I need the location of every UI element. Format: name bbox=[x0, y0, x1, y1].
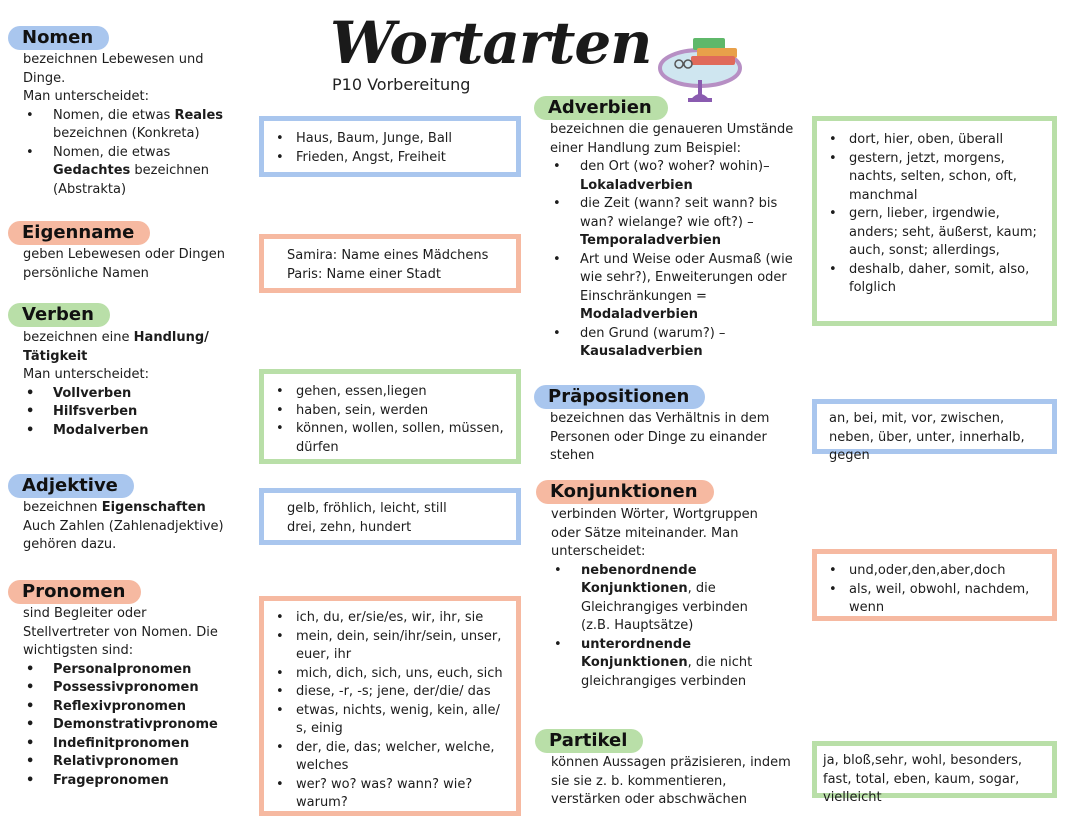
list-item: • gestern, jetzt, morgens, nachts, selten, schon, oft, manchmal bbox=[827, 150, 1042, 206]
konjunktionen-description: verbinden Wörter, Wortgruppen oder Sätze miteinander. Man unterscheidet: • nebenordnende Konjunktionen, die Gleichrangiges verbinden (z.B. Hauptsätze) • unterordnende Konjunktionen, die nicht gleichrangiges verbinden bbox=[551, 506, 781, 691]
eigenname-header: Eigenname bbox=[8, 221, 150, 245]
books-on-table-icon bbox=[655, 20, 750, 105]
list-item: • etwas, nichts, wenig, kein, alle/ s, einig bbox=[274, 702, 506, 739]
page-subtitle: P10 Vorbereitung bbox=[332, 75, 471, 94]
adjektive-header: Adjektive bbox=[8, 474, 134, 498]
adverbien-examples-box bbox=[812, 116, 1057, 326]
pronomen-description: sind Begleiter oder Stellvertreter von Nomen. Die wichtigsten sind: • Personalpronomen • Possessivpronomen • Reflexivpronomen • Demonstrativpronome • Indefinitpronomen • Relativpronomen • Fragepronomen bbox=[23, 605, 233, 790]
page-title: Wortarten bbox=[330, 9, 652, 77]
list-item: • Possessivpronomen bbox=[23, 679, 233, 698]
list-item: • und,oder,den,aber,doch bbox=[827, 562, 1042, 581]
konjunktionen-examples-box bbox=[812, 549, 1057, 621]
adjektive-description: bezeichnen Eigenschaften Auch Zahlen (Zahlenadjektive) gehören dazu. bbox=[23, 500, 224, 552]
partikel-description: können Aussagen präzisieren, indem sie sie z. b. kommentieren, verstärken oder abschwächen bbox=[551, 755, 791, 807]
example-line: Samira: Name eines Mädchens bbox=[287, 248, 489, 263]
list-item: • Haus, Baum, Junge, Ball bbox=[274, 130, 506, 149]
list-item: • unterordnende Konjunktionen, die nicht gleichrangiges verbinden bbox=[551, 636, 781, 692]
pronomen-examples-box bbox=[259, 596, 521, 816]
list-item: • Indefinitpronomen bbox=[23, 735, 233, 754]
example-line: Paris: Name einer Stadt bbox=[287, 266, 441, 282]
list-item: • Modalverben bbox=[23, 422, 238, 441]
list-item: • Reflexivpronomen bbox=[23, 698, 233, 717]
list-item: • Nomen, die etwas Reales bezeichnen (Konkreta) bbox=[23, 107, 233, 144]
nomen-description bbox=[23, 51, 233, 199]
pronomen-header: Pronomen bbox=[8, 580, 141, 604]
list-item: • die Zeit (wann? seit wann? bis wan? wielange? wie oft?) – Temporaladverbien bbox=[550, 195, 795, 251]
list-item: • ich, du, er/sie/es, wir, ihr, sie bbox=[274, 609, 506, 628]
nomen-header: Nomen bbox=[8, 26, 109, 50]
example-line: drei, zehn, hundert bbox=[287, 519, 412, 535]
list-item: • als, weil, obwohl, nachdem, wenn bbox=[827, 581, 1042, 618]
verben-examples-box bbox=[259, 369, 521, 464]
list-item: • Demonstrativpronome bbox=[23, 716, 233, 735]
verben-header: Verben bbox=[8, 303, 110, 327]
nomen-desc-text: bezeichnen Lebewesen und Dinge. bbox=[23, 52, 204, 86]
nomen-distinguish-text: Man unterscheidet: bbox=[23, 89, 149, 104]
list-item: • Hilfsverben bbox=[23, 403, 238, 422]
list-item: • Nomen, die etwas Gedachtes bezeichnen (Abstrakta) bbox=[23, 144, 233, 200]
list-item: • wer? wo? was? wann? wie? warum? bbox=[274, 776, 506, 813]
adverbien-header: Adverbien bbox=[534, 96, 668, 120]
adjektive-examples-box bbox=[259, 488, 521, 545]
list-item: • dort, hier, oben, überall bbox=[827, 131, 1042, 150]
eigenname-examples-box bbox=[259, 234, 521, 293]
list-item: • den Grund (warum?) – Kausaladverbien bbox=[550, 325, 795, 362]
list-item: • mich, dich, sich, uns, euch, sich bbox=[274, 665, 506, 684]
list-item: • können, wollen, sollen, müssen, dürfen bbox=[274, 420, 506, 457]
praepositionen-description: bezeichnen das Verhältnis in dem Personen oder Dinge zu einander stehen bbox=[550, 411, 770, 463]
list-item: • Art und Weise oder Ausmaß (wie wie sehr?), Enweiterungen oder Einschränkungen = Modaladverbien bbox=[550, 251, 795, 325]
praepositionen-header: Präpositionen bbox=[534, 385, 705, 409]
list-item: • haben, sein, werden bbox=[274, 402, 506, 421]
list-item: • mein, dein, sein/ihr/sein, unser, euer, ihr bbox=[274, 628, 506, 665]
list-item: • Relativpronomen bbox=[23, 753, 233, 772]
konjunktionen-header: Konjunktionen bbox=[536, 480, 714, 504]
partikel-examples-box: ja, bloß,sehr, wohl, besonders, fast, total, eben, kaum, sogar, vielleicht bbox=[812, 741, 1057, 798]
partikel-header: Partikel bbox=[535, 729, 643, 753]
list-item: • Fragepronomen bbox=[23, 772, 233, 791]
adverbien-description: bezeichnen die genaueren Umstände einer Handlung zum Beispiel: • den Ort (wo? woher? wohin)– Lokaladverbien • die Zeit (wann? seit wann? bis wan? wielange? wie oft?) – Temporaladverbien • Art und Weise oder Ausmaß (wie wie sehr?), Enweiterungen oder Einschränkungen = Modaladverbien • den Grund (warum?) – Kausaladverbien bbox=[550, 121, 795, 362]
nomen-examples-box bbox=[259, 116, 521, 177]
list-item: • der, die, das; welcher, welche, welches bbox=[274, 739, 506, 776]
list-item: • Frieden, Angst, Freiheit bbox=[274, 149, 506, 168]
eigenname-description: geben Lebewesen oder Dingen persönliche Namen bbox=[23, 247, 225, 281]
praepositionen-examples-box: an, bei, mit, vor, zwischen, neben, über, unter, innerhalb, gegen bbox=[812, 399, 1057, 454]
list-item: • Personalpronomen bbox=[23, 661, 233, 680]
list-item: • Vollverben bbox=[23, 385, 238, 404]
list-item: • den Ort (wo? woher? wohin)– Lokaladverbien bbox=[550, 158, 795, 195]
list-item: • nebenordnende Konjunktionen, die Gleichrangiges verbinden (z.B. Hauptsätze) bbox=[551, 562, 781, 636]
list-item: • gehen, essen,liegen bbox=[274, 383, 506, 402]
verben-description: bezeichnen eine Handlung/ Tätigkeit Man unterscheidet: • Vollverben • Hilfsverben • Modalverben bbox=[23, 329, 238, 440]
example-line: gelb, fröhlich, leicht, still bbox=[287, 501, 447, 516]
list-item: • diese, -r, -s; jene, der/die/ das bbox=[274, 683, 506, 702]
list-item: • gern, lieber, irgendwie, anders; seht, äußerst, kaum; auch, sonst; allerdings, bbox=[827, 205, 1042, 261]
list-item: • deshalb, daher, somit, also, folglich bbox=[827, 261, 1042, 298]
